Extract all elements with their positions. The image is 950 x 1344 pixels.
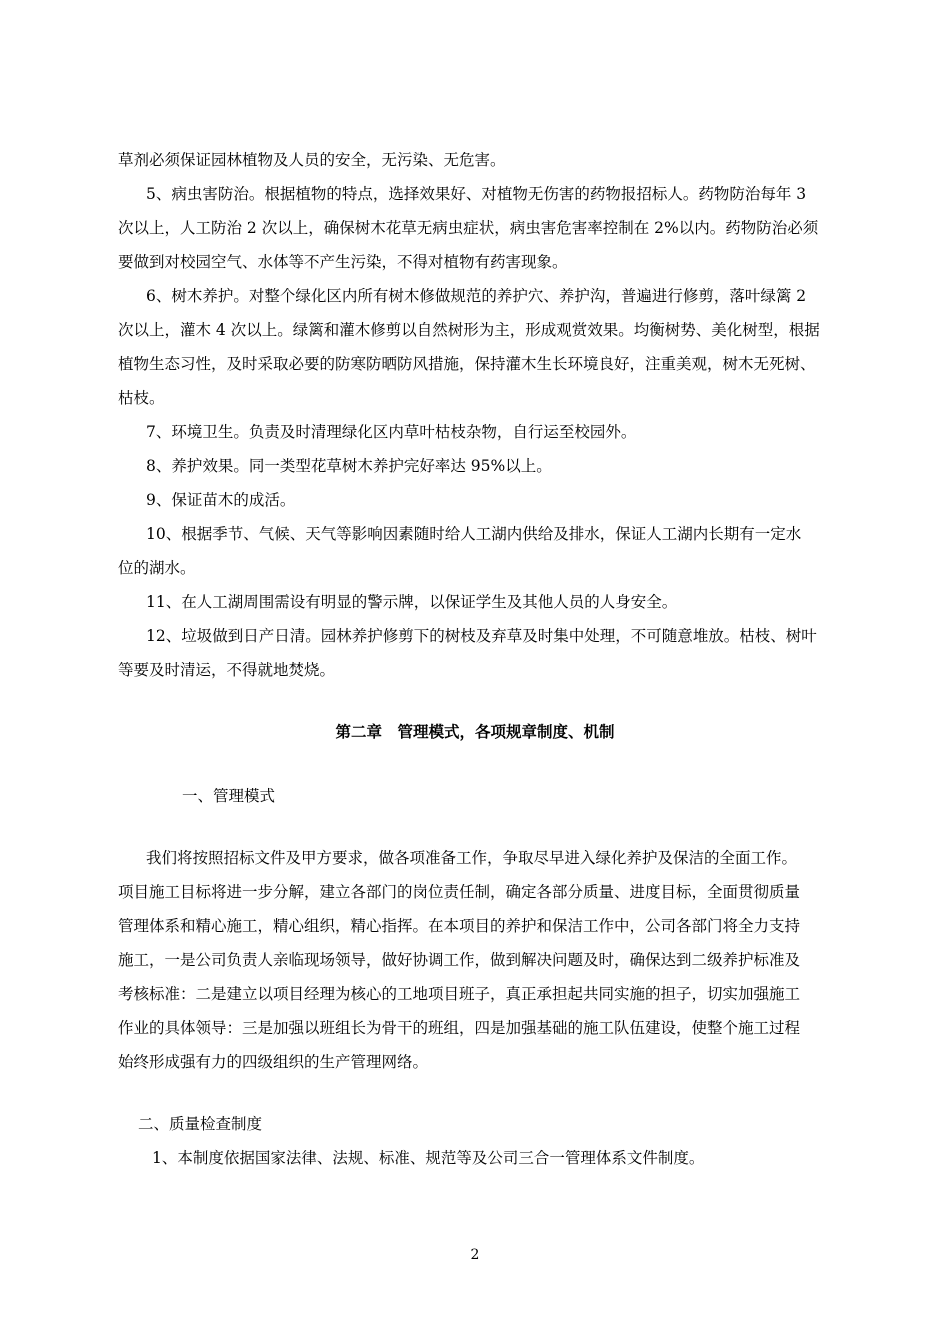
text-line: 12、垃圾做到日产日清。园林养护修剪下的树枝及弃草及时集中处理，不可随意堆放。枯枝、树叶 (146, 627, 817, 645)
text-line: 管理体系和精心施工，精心组织，精心指挥。在本项目的养护和保洁工作中，公司各部门将全力支持 (118, 917, 801, 935)
chapter-heading: 第二章 管理模式，各项规章制度、机制 (335, 722, 615, 741)
text-line: 6、树木养护。对整个绿化区内所有树木修做规范的养护穴、养护沟，普遍进行修剪，落叶绿篱 2 (146, 287, 807, 305)
text-line: 8、养护效果。同一类型花草树木养护完好率达 95%以上。 (146, 457, 552, 475)
section-title: 一、管理模式 (182, 787, 276, 805)
text-line: 9、保证苗木的成活。 (146, 491, 296, 509)
text-line: 植物生态习性，及时采取必要的防寒防晒防风措施，保持灌木生长环境良好，注重美观，树木无死树、 (118, 355, 816, 373)
text-line: 枯枝。 (118, 389, 165, 407)
text-line: 作业的具体领导：三是加强以班组长为骨干的班组，四是加强基础的施工队伍建设，使整个施工过程 (118, 1019, 801, 1037)
text-line: 施工，一是公司负责人亲临现场领导，做好协调工作，做到解决问题及时，确保达到二级养护标准及 (118, 951, 801, 969)
text-line: 我们将按照招标文件及甲方要求，做各项准备工作，争取尽早进入绿化养护及保洁的全面工作。 (146, 849, 798, 867)
text-line: 次以上，灌木 4 次以上。绿篱和灌木修剪以自然树形为主，形成观赏效果。均衡树势、美化树型，根据 (118, 321, 820, 339)
page-number: 2 (470, 1247, 480, 1263)
text-line: 次以上，人工防治 2 次以上，确保树木花草无病虫症状，病虫害危害率控制在 2%以内。药物防治必须 (118, 219, 819, 237)
text-line: 5、病虫害防治。根据植物的特点，选择效果好、对植物无伤害的药物报招标人。药物防治每年 3 (146, 185, 807, 203)
text-line: 10、根据季节、气候、天气等影响因素随时给人工湖内供给及排水，保证人工湖内长期有一定水 (146, 525, 802, 543)
text-line: 位的湖水。 (118, 559, 196, 577)
text-line: 草剂必须保证园林植物及人员的安全，无污染、无危害。 (118, 151, 506, 169)
text-line: 要做到对校园空气、水体等不产生污染，不得对植物有药害现象。 (118, 253, 568, 271)
text-line: 项目施工目标将进一步分解，建立各部门的岗位责任制，确定各部分质量、进度目标，全面贯彻质量 (118, 883, 801, 901)
text-line: 1、本制度依据国家法律、法规、标准、规范等及公司三合一管理体系文件制度。 (152, 1149, 705, 1167)
text-line: 始终形成强有力的四级组织的生产管理网络。 (118, 1053, 429, 1071)
text-line: 11、在人工湖周围需设有明显的警示牌，以保证学生及其他人员的人身安全。 (146, 593, 678, 611)
section-title: 二、质量检查制度 (138, 1115, 263, 1133)
text-line: 考核标准：二是建立以项目经理为核心的工地项目班子，真正承担起共同实施的担子，切实加强施工 (118, 985, 801, 1003)
text-line: 等要及时清运，不得就地焚烧。 (118, 661, 336, 679)
text-line: 7、环境卫生。负责及时清理绿化区内草叶枯枝杂物，自行运至校园外。 (146, 423, 637, 441)
